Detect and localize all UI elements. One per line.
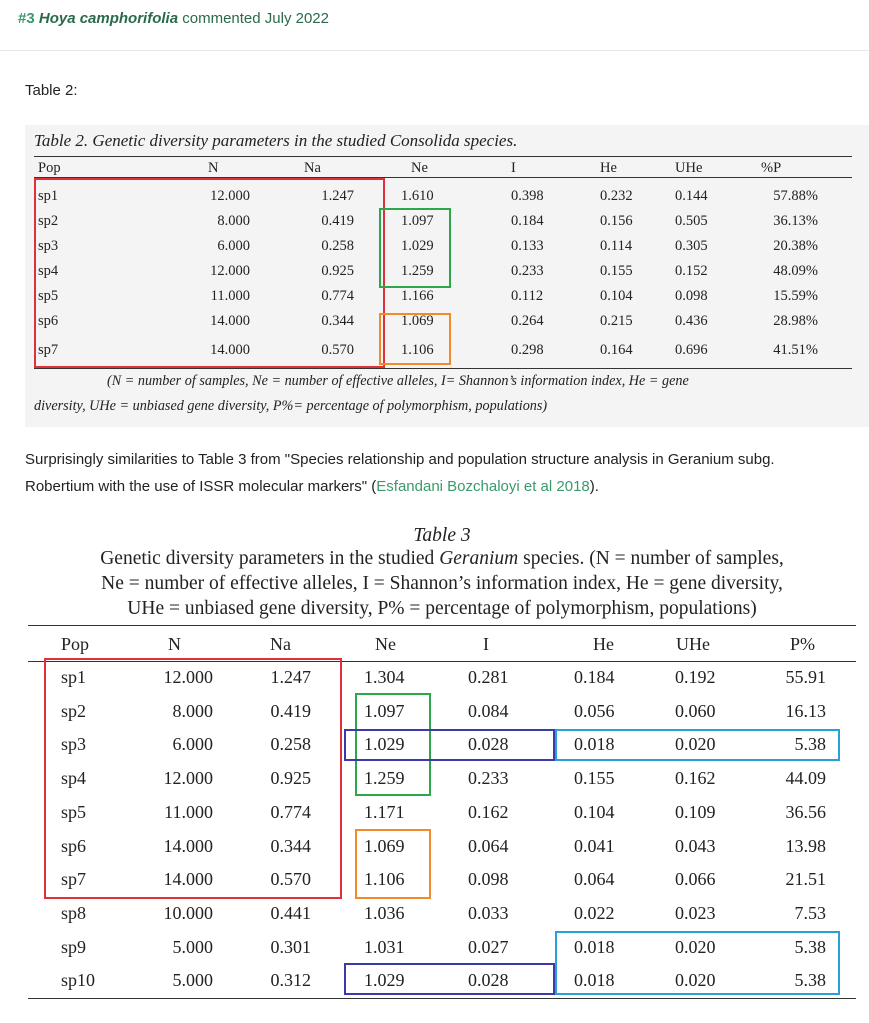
table3-cell: 13.98 [785,835,826,856]
table3-cell: 0.441 [270,902,311,923]
table2-bottom-rule [34,368,852,369]
table3-cell: sp10 [61,970,96,991]
table2-top-rule [34,156,852,157]
table2-cell: 6.000 [217,238,250,254]
table3-cell: 14.000 [163,835,213,856]
table2-cell: 1.106 [401,342,434,358]
table2-footnote-line2: diversity, UHe = unbiased gene diversity, P%= percentage of polymorphism, populations) [34,398,548,414]
table3-cell: 0.064 [574,869,615,890]
table2-cell: 14.000 [210,313,250,329]
table3-cell: 0.056 [574,700,615,721]
table2-cell: 1.259 [401,263,434,279]
table3-cell: 0.020 [675,734,716,755]
paragraph-text-end: ). [589,478,599,495]
table3-image [28,523,869,1013]
table2-cell: 0.114 [600,238,633,254]
table3-cell: sp6 [61,835,87,856]
table2-cell: 0.298 [511,342,544,358]
table2-cell: sp1 [38,188,59,204]
intro-text: Table 2: [25,82,78,99]
table2-cell: 0.233 [511,263,544,279]
table2-cell: sp5 [38,288,59,304]
table2-cell: 0.184 [511,213,544,229]
table2-cell: sp2 [38,213,59,229]
table3-cell: 1.029 [364,970,405,991]
table2-image [25,125,869,427]
table3-cell: 44.09 [785,768,826,789]
table3-cell: 0.018 [574,936,615,957]
table2-cell: 0.774 [321,288,354,304]
table3-cell: 0.162 [675,768,716,789]
table2-cell: 0.344 [321,313,354,329]
table3-cell: 6.000 [172,734,213,755]
table3-cell: 0.344 [270,835,311,856]
table2-cell: 11.000 [210,288,250,304]
table3-cell: 0.184 [574,667,615,687]
comment-header [18,10,329,27]
table2-cell: 1.610 [401,188,434,204]
table2-cell: 0.305 [675,238,708,254]
table2-cell: 41.51% [773,342,818,358]
table3-cell: 0.155 [574,768,615,789]
table2-cell: 0.264 [511,313,544,329]
table2-cell: 0.155 [600,263,633,279]
table2-cell: 20.38% [773,238,818,254]
table2-cell: 0.258 [321,238,354,254]
table2-title: Table 2. Genetic diversity parameters in the studied Consolida species. [34,131,518,150]
table3-cell: 36.56 [785,801,826,822]
table3-cell: 0.104 [574,801,615,822]
table3-header-cell: Ne [375,634,396,654]
table3-cell: 5.000 [172,970,213,991]
table3-cell: 5.38 [794,734,826,755]
table2-cell: 0.133 [511,238,544,254]
table3-cell: 0.312 [270,970,311,991]
table3-cell: 1.259 [364,768,405,789]
table2-cell: 12.000 [210,188,250,204]
table2-header-cell: %P [761,160,782,176]
table2-cell: 0.156 [600,213,633,229]
table3-cell: 0.084 [468,700,509,721]
table3-cell: 0.925 [270,768,311,789]
table3-header-cell: N [168,634,181,654]
table3-cell: 1.247 [270,667,311,687]
table3-cell: 5.38 [794,936,826,957]
table3-cell: sp8 [61,902,87,923]
table2-cell: 1.097 [401,213,434,229]
table2-cell: 0.144 [675,188,708,204]
table3-header-cell: UHe [676,634,710,654]
table2-header-cell: Pop [38,160,61,176]
table2-cell: 0.104 [600,288,633,304]
table3-cell: 0.066 [675,869,716,890]
table2-header-cell: He [600,160,617,176]
table2-cell: 0.112 [511,288,544,304]
table3-cell: 1.029 [364,734,405,755]
table2-cell: 8.000 [217,213,250,229]
table3-cell: 0.028 [468,734,509,755]
table2-header-cell: N [208,160,219,176]
table2-cell: 36.13% [773,213,818,229]
table3-cell: 0.018 [574,970,615,991]
table3-cell: sp4 [61,768,87,789]
table3-cell: sp2 [61,700,87,721]
table2-cell: 15.59% [773,288,818,304]
table3-cell: 0.233 [468,768,509,789]
table2-cell: 0.696 [675,342,708,358]
table2-cell: 28.98% [773,313,818,329]
table3-cell: 10.000 [163,902,213,923]
table2-cell: 0.436 [675,313,708,329]
table2-cell: 0.152 [675,263,708,279]
table3-cell: 0.043 [675,835,716,856]
table2-cell: 0.419 [321,213,354,229]
table2-footnote-line1: (N = number of samples, Ne = number of effective alleles, I= Shannon’s information index, He = gene [107,373,689,389]
table3-cell: 7.53 [794,902,826,923]
table2-header-cell: UHe [675,160,703,176]
table3-cell: 0.060 [675,700,716,721]
table3-bottom-rule [28,998,856,999]
table3-cell: 14.000 [163,869,213,890]
table2-cell: 0.215 [600,313,633,329]
table3-cell: 0.570 [270,869,311,890]
table3-cell: 1.036 [364,902,405,923]
table3-cell: sp7 [61,869,87,890]
table2-cell: 1.069 [401,313,434,329]
table2-cell: 0.570 [321,342,354,358]
table3-header-cell: He [593,634,614,654]
table3-header-cell: I [483,634,489,654]
table2-cell: 0.398 [511,188,544,204]
table2-cell: sp6 [38,313,59,329]
table3-cell: sp3 [61,734,87,755]
table3-caption-line1 [28,548,856,570]
table3-cell: 0.020 [675,936,716,957]
table3-cell: sp1 [61,667,87,687]
table3-cell: 0.419 [270,700,311,721]
table2-cell: 57.88% [773,188,818,204]
table3-cell: 0.109 [675,801,716,822]
table3-cell: sp9 [61,936,87,957]
table3-cell: 0.041 [574,835,615,856]
table3-cell: 0.028 [468,970,509,991]
table2-cell: 0.232 [600,188,633,204]
table3-cell: 11.000 [164,801,213,822]
table2-cell: 1.029 [401,238,434,254]
table3-cell: 21.51 [785,869,826,890]
similarity-paragraph [25,446,845,500]
table2-cell: sp7 [38,342,59,358]
table3-cell: 1.097 [364,700,405,721]
table3-cell: 0.020 [675,970,716,991]
table3-cell: 1.106 [364,869,405,890]
table2-cell: 0.098 [675,288,708,304]
comment-divider [0,50,869,51]
table2-cell: 0.164 [600,342,633,358]
table2-cell: sp3 [38,238,59,254]
table3-cell: 8.000 [172,700,213,721]
table3-cell: sp5 [61,801,87,822]
comment-number[interactable]: #3 [18,10,35,27]
table2-cell: 12.000 [210,263,250,279]
table3-cell: 55.91 [785,667,826,687]
table2-cell: 0.925 [321,263,354,279]
table3-cell: 0.027 [468,936,509,957]
table3-cell: 12.000 [163,768,213,789]
table3-caption-title: Table 3 [413,525,471,546]
table3-caption-line1-b: species. (N = number of samples, [518,548,784,569]
table3-header-cell: P% [790,634,816,654]
table2-cell: sp4 [38,263,59,279]
table2-header-cell: I [511,160,516,176]
table3-cell: 0.018 [574,734,615,755]
table3-caption-line3: UHe = unbiased gene diversity, P% = percentage of polymorphism, populations) [127,598,757,619]
table2-header-cell: Na [304,160,321,176]
table2-cell: 0.505 [675,213,708,229]
table3-cell: 1.031 [364,936,405,957]
table3-cell: 0.774 [270,801,311,822]
table3-cell: 0.192 [675,667,716,687]
table3-cell: 0.022 [574,902,615,923]
table3-cell: 0.033 [468,902,509,923]
table3-cell: 1.171 [364,801,405,822]
table3-cell: 0.023 [675,902,716,923]
table3-cell: 0.258 [270,734,311,755]
comment-date[interactable]: July 2022 [264,10,329,27]
table3-cell: 1.304 [364,667,405,687]
table3-header-cell: Na [270,634,291,654]
table3-caption-genus: Geranium [439,548,519,569]
table3-cell: 0.301 [270,936,311,957]
table3-caption-line2: Ne = number of effective alleles, I = Shannon’s information index, He = gene diversity, [101,573,783,594]
table3-cell: 5.38 [794,970,826,991]
table3-top-rule [28,625,856,626]
comment-author[interactable]: Hoya camphorifolia [38,10,179,27]
table2-cell: 48.09% [773,263,818,279]
table3-cell: 12.000 [163,667,213,687]
citation-link[interactable]: Esfandani Bozchaloyi et al 2018 [376,478,590,495]
table2-cell: 14.000 [210,342,250,358]
table3-cell: 0.064 [468,835,509,856]
table3-cell: 0.281 [468,667,509,687]
table2-cell: 1.247 [321,188,354,204]
table2-cell: 1.166 [401,288,434,304]
table3-cell: 1.069 [364,835,405,856]
table3-cell: 16.13 [785,700,826,721]
comment-verb: commented [182,10,261,27]
paragraph-text: Surprisingly similarities to Table 3 from "Species relationship and population structure analysis in Geranium subg. Robertium with the use of ISSR molecular markers" ( [25,451,775,495]
table3-cell: 5.000 [172,936,213,957]
table3-header-cell: Pop [61,634,90,654]
table2-header-cell: Ne [411,160,428,176]
table3-caption-line1-a: Genetic diversity parameters in the studied [100,548,440,569]
table3-cell: 0.098 [468,869,509,890]
table3-cell: 0.162 [468,801,509,822]
